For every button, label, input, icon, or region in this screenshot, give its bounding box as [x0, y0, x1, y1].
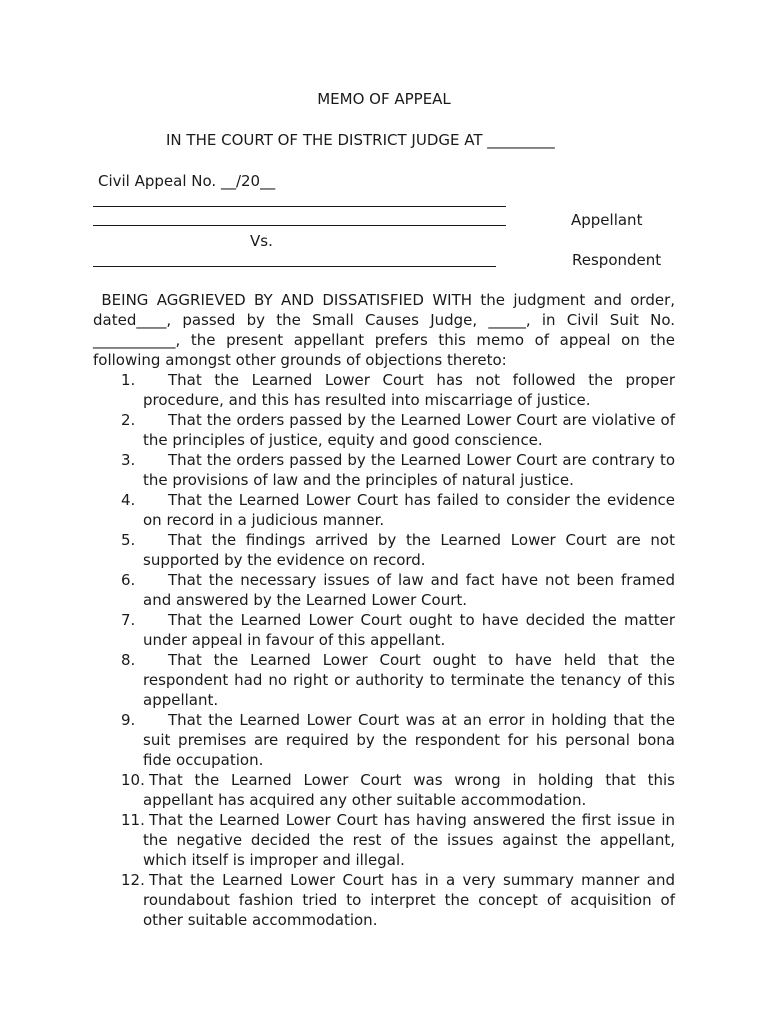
list-item — [93, 710, 675, 770]
ground-text: That the necessary issues of law and fact have not been framed and answered by the Learned Lower Court. — [143, 571, 675, 609]
ground-number: 6. — [121, 571, 136, 589]
ground-number: 10. — [121, 771, 145, 789]
list-item — [93, 770, 675, 810]
grounds-list — [93, 370, 675, 930]
appellant-blank-line-1 — [93, 206, 506, 207]
list-item — [93, 650, 675, 710]
respondent-label: Respondent — [572, 251, 662, 269]
ground-text: That the orders passed by the Learned Lower Court are violative of the principles of justice, equity and good conscience. — [143, 411, 675, 449]
respondent-blank-line — [93, 266, 496, 267]
list-item — [93, 370, 675, 410]
appellant-label: Appellant — [571, 211, 643, 229]
ground-number: 1. — [121, 371, 136, 389]
ground-text: That the Learned Lower Court ought to have held that the respondent had no right or authority to terminate the tenancy of this appellant. — [143, 651, 675, 709]
list-item — [93, 530, 675, 570]
ground-text: That the orders passed by the Learned Lower Court are contrary to the provisions of law and the principles of natural justice. — [143, 451, 675, 489]
ground-number: 5. — [121, 531, 136, 549]
ground-text: That the Learned Lower Court has in a very summary manner and roundabout fashion tried to interpret the concept of acquisition of other suitable accommodation. — [143, 871, 675, 929]
memo-body — [93, 290, 675, 930]
list-item — [93, 450, 675, 490]
ground-text: That the Learned Lower Court ought to have decided the matter under appeal in favour of this appellant. — [143, 611, 675, 649]
list-item — [93, 870, 675, 930]
versus-label: Vs. — [250, 232, 273, 250]
ground-text: That the Learned Lower Court has having answered the first issue in the negative decided the rest of the issues against the appellant, which itself is improper and illegal. — [143, 811, 675, 869]
civil-appeal-number: Civil Appeal No. __/20__ — [98, 172, 276, 190]
list-item — [93, 490, 675, 530]
ground-number: 8. — [121, 651, 136, 669]
ground-number: 11. — [121, 811, 145, 829]
ground-number: 3. — [121, 451, 136, 469]
ground-number: 12. — [121, 871, 145, 889]
list-item — [93, 610, 675, 650]
ground-text: That the Learned Lower Court was at an error in holding that the suit premises are required by the respondent for his personal bona fide occupation. — [143, 711, 675, 769]
ground-text: That the Learned Lower Court was wrong in holding that this appellant has acquired any other suitable accommodation. — [143, 771, 675, 809]
document-title: MEMO OF APPEAL — [317, 90, 451, 108]
ground-number: 4. — [121, 491, 136, 509]
ground-number: 9. — [121, 711, 136, 729]
ground-text: That the Learned Lower Court has failed to consider the evidence on record in a judicious manner. — [143, 491, 675, 529]
ground-text: That the Learned Lower Court has not followed the proper procedure, and this has resulted into miscarriage of justice. — [143, 371, 675, 409]
court-line: IN THE COURT OF THE DISTRICT JUDGE AT _________ — [166, 131, 555, 149]
ground-number: 7. — [121, 611, 136, 629]
intro-text: BEING AGGRIEVED BY AND DISSATISFIED WITH the judgment and order, dated____, passed by the Small Causes Judge, _____, in Civil Suit No. ___________, the present appellant prefers this memo of appeal on the following amongst other grounds of objections thereto: — [93, 291, 676, 369]
ground-number: 2. — [121, 411, 136, 429]
list-item — [93, 570, 675, 610]
intro-paragraph — [93, 290, 675, 370]
appellant-blank-line-2 — [93, 225, 506, 226]
ground-text: That the findings arrived by the Learned Lower Court are not supported by the evidence on record. — [143, 531, 675, 569]
list-item — [93, 810, 675, 870]
list-item — [93, 410, 675, 450]
